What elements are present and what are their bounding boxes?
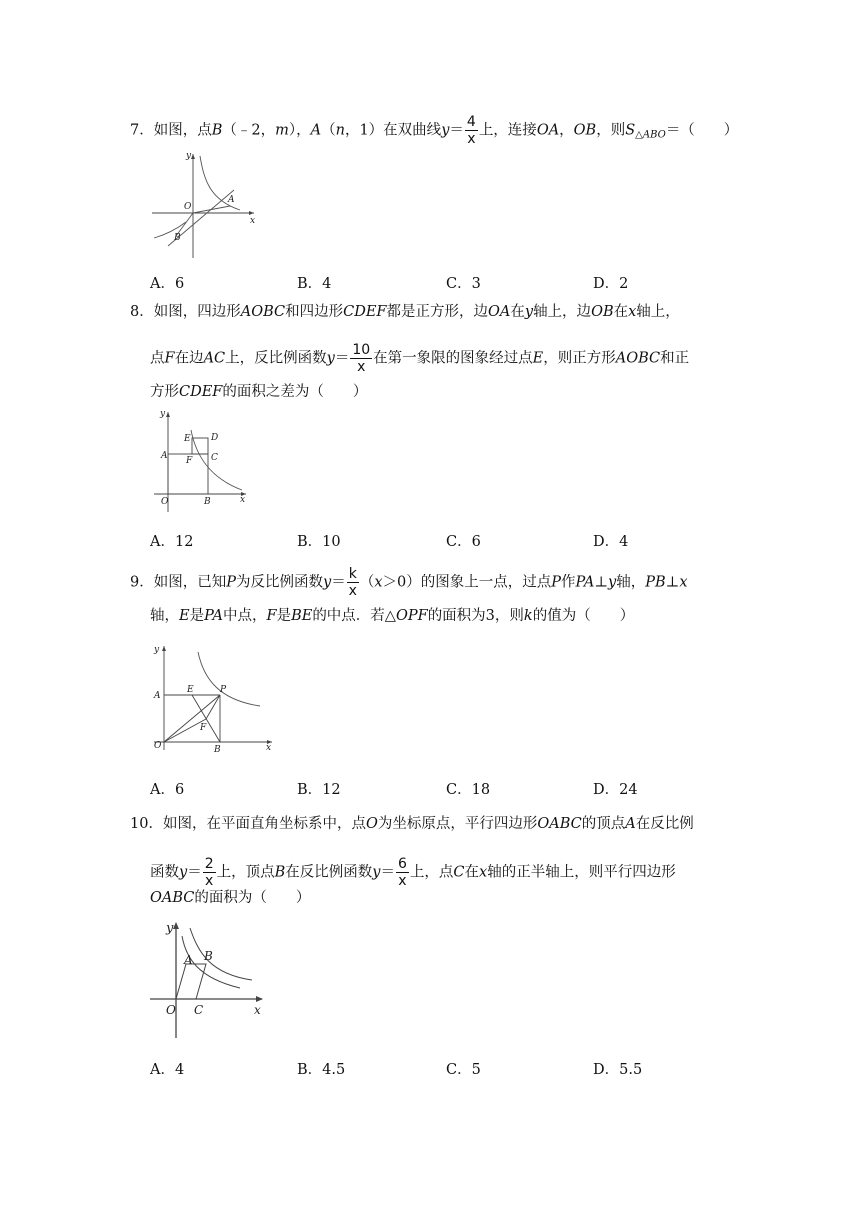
axis-label-y: y <box>154 645 160 655</box>
fraction-denominator: x <box>467 131 476 147</box>
axis-label-y: y <box>166 921 174 936</box>
stem-text: 在边 <box>174 350 204 367</box>
math-var: BE <box>291 608 313 624</box>
point-label-b: B <box>214 745 221 754</box>
stem-text: 在 <box>613 304 629 320</box>
math-var: B <box>274 864 286 881</box>
stem-text: 为反比例函数 <box>236 574 323 591</box>
math-var: OABC <box>537 816 582 832</box>
point-label-o: O <box>166 1003 176 1017</box>
option-d[interactable]: D．4 <box>593 534 629 550</box>
question-9-stem-line-1 <box>130 566 688 599</box>
stem-text: ，则正方形 <box>543 350 616 367</box>
math-var: y <box>323 574 332 591</box>
stem-text: 方形 <box>150 384 179 400</box>
math-var: AC <box>203 350 226 367</box>
option-a[interactable]: A．6 <box>150 276 185 292</box>
math-var: OPF <box>395 608 428 624</box>
math-var: OA <box>488 304 511 320</box>
fraction <box>465 114 478 147</box>
fraction-numerator: 10 <box>352 342 371 358</box>
math-var: x <box>628 304 637 320</box>
math-var: C <box>453 864 465 881</box>
question-8-stem-line-3 <box>150 382 367 402</box>
option-c[interactable]: C．3 <box>446 276 481 292</box>
equals-sign: ＝ <box>380 864 395 881</box>
axis-label-y: y <box>186 151 192 161</box>
math-var: P <box>226 574 236 591</box>
question-10-stem-line-3 <box>150 888 310 908</box>
stem-text: 中点， <box>223 608 267 624</box>
fraction-numerator: 6 <box>397 856 407 872</box>
math-var: E <box>532 350 544 367</box>
stem-text: 在 <box>510 304 525 320</box>
stem-text: 为坐标原点，平行四边形 <box>377 816 538 832</box>
axis-label-x: x <box>254 1003 261 1017</box>
question-8-stem-line-2 <box>150 342 689 375</box>
option-d[interactable]: D．5.5 <box>593 1062 643 1078</box>
stem-text: 轴上，边 <box>533 304 592 320</box>
axis-label-x: x <box>250 216 256 226</box>
option-b[interactable]: B．4.5 <box>297 1062 346 1078</box>
question-8-figure <box>148 408 252 518</box>
fraction <box>350 342 372 375</box>
math-var: OB <box>591 304 614 320</box>
equals-sign: ＝ <box>449 122 464 139</box>
equals-sign: ＝ <box>187 864 202 881</box>
stem-text: 上，点 <box>409 864 454 881</box>
fraction <box>347 566 359 599</box>
equals-sign: ＝ <box>334 350 350 367</box>
stem-text: 轴上， <box>636 304 680 320</box>
option-a[interactable]: A．4 <box>150 1062 185 1078</box>
math-var: PA <box>575 574 595 591</box>
point-label-o: O <box>154 741 162 751</box>
fraction-numerator: 2 <box>204 856 214 872</box>
point-label-b: B <box>204 949 213 963</box>
stem-text: 轴， <box>150 608 179 624</box>
fraction-denominator: x <box>348 583 357 599</box>
stem-text: 的面积为3，则 <box>427 608 524 624</box>
stem-text: ，1）在双曲线 <box>344 122 442 139</box>
stem-text: 如图，已知 <box>153 574 227 591</box>
stem-text: 的面积之差为（ ） <box>222 384 368 400</box>
stem-text: ⊥ <box>665 574 680 591</box>
math-var: A <box>310 122 322 139</box>
question-10-stem-line-1 <box>130 814 694 834</box>
stem-text: 的值为（ ） <box>532 608 635 624</box>
axis-label-x: x <box>266 743 272 753</box>
math-var: y <box>326 350 335 367</box>
point-label-f: F <box>200 723 207 733</box>
stem-text: 的面积为（ ） <box>194 890 311 906</box>
stem-text: 如图，点 <box>153 122 212 139</box>
point-label-c: C <box>211 453 218 463</box>
stem-text: （ <box>359 574 375 591</box>
stem-text: ）， <box>288 122 311 139</box>
question-10-figure <box>146 918 270 1042</box>
equals-sign: ＝ <box>331 574 346 591</box>
option-b[interactable]: B．12 <box>297 782 341 798</box>
math-var: x <box>679 574 688 591</box>
math-var: AOBC <box>615 350 661 367</box>
math-var: y <box>179 864 188 881</box>
point-label-a: A <box>184 953 193 967</box>
math-var: OA <box>536 122 560 139</box>
math-var: y <box>372 864 381 881</box>
math-var: F <box>164 350 175 367</box>
option-a[interactable]: A．12 <box>150 534 194 550</box>
math-var: k <box>523 608 533 624</box>
question-number: 7． <box>130 122 154 139</box>
option-c[interactable]: C．5 <box>446 1062 481 1078</box>
point-label-o: O <box>161 497 169 507</box>
point-label-c: C <box>194 1003 204 1017</box>
point-label-d: D <box>211 433 219 443</box>
question-7-stem <box>130 114 738 147</box>
math-var: n <box>335 122 345 139</box>
option-c[interactable]: C．6 <box>446 534 481 550</box>
stem-text: 在反比例函数 <box>285 864 373 881</box>
question-8-stem-line-1 <box>130 302 680 322</box>
point-label-a: A <box>161 451 168 461</box>
stem-text: ＞0）的图象上一点，过点 <box>382 574 552 591</box>
math-var: m <box>275 122 289 139</box>
fraction-numerator: k <box>348 566 357 582</box>
stem-text: 如图，在平面直角坐标系中，点 <box>162 816 366 832</box>
math-var: PA <box>204 608 223 624</box>
math-var: x <box>374 574 383 591</box>
math-var: F <box>266 608 277 624</box>
stem-text: （ <box>321 122 336 139</box>
option-b[interactable]: B．4 <box>297 276 332 292</box>
point-label-e: E <box>184 434 191 444</box>
stem-text: 是 <box>276 608 292 624</box>
stem-text: 如图，四边形 <box>153 304 241 320</box>
stem-text: ＝（ ） <box>665 122 739 139</box>
math-var: A <box>625 816 636 832</box>
math-var: y <box>441 122 450 139</box>
point-label-o: O <box>184 202 192 212</box>
fraction-denominator: x <box>357 359 366 375</box>
stem-text: 上，反比例函数 <box>225 350 327 367</box>
subscript: △ABO <box>635 129 666 141</box>
math-var: O <box>365 816 378 832</box>
point-label-b: B <box>174 233 181 243</box>
option-a[interactable]: A．6 <box>150 782 185 798</box>
math-var: B <box>211 122 223 139</box>
stem-text: 上，顶点 <box>216 864 275 881</box>
math-var: PB <box>645 574 666 591</box>
stem-text: ⊥ <box>594 574 609 591</box>
point-label-f: F <box>186 456 193 466</box>
point-label-p: P <box>220 685 227 695</box>
math-var: AOBC <box>240 304 286 320</box>
stem-text: 点 <box>150 350 165 367</box>
stem-text: 轴， <box>616 574 646 591</box>
stem-text: ，则 <box>596 122 626 139</box>
axis-label-x: x <box>240 495 246 505</box>
math-var: y <box>608 574 617 591</box>
stem-text: 都是正方形，边 <box>386 304 488 320</box>
math-var: S <box>625 122 636 139</box>
math-var: y <box>524 304 534 320</box>
option-b[interactable]: B．10 <box>297 534 341 550</box>
stem-text: 在 <box>464 864 480 881</box>
math-var: OABC <box>150 890 195 906</box>
axis-label-y: y <box>160 409 166 419</box>
stem-text: 和正 <box>660 350 690 367</box>
stem-text: 上，连接 <box>478 122 537 139</box>
stem-text: 在反比例 <box>635 816 694 832</box>
question-10-stem-line-2 <box>150 856 676 889</box>
question-7-figure <box>148 150 260 262</box>
point-label-e: E <box>187 685 194 695</box>
math-var: P <box>551 574 561 591</box>
question-number: 8． <box>130 304 154 320</box>
math-var: CDEF <box>343 304 387 320</box>
stem-text: 是 <box>189 608 205 624</box>
stem-text: 在第一象限的图象经过点 <box>373 350 533 367</box>
fraction-denominator: x <box>398 873 407 889</box>
option-d[interactable]: D．24 <box>593 782 638 798</box>
stem-text: ， <box>559 122 574 139</box>
question-9-figure <box>148 642 278 754</box>
point-label-b: B <box>204 497 211 507</box>
option-d[interactable]: D．2 <box>593 276 629 292</box>
stem-text: （﹣2， <box>222 122 276 139</box>
question-9-stem-line-2 <box>150 606 634 626</box>
stem-text: 函数 <box>150 864 179 881</box>
fraction-denominator: x <box>205 873 214 889</box>
question-number: 10． <box>130 816 163 832</box>
stem-text: 的顶点 <box>581 816 626 832</box>
math-var: x <box>479 864 488 881</box>
question-number: 9． <box>130 574 154 591</box>
fraction <box>203 856 216 889</box>
math-var: CDEF <box>179 384 223 400</box>
math-var: OB <box>573 122 597 139</box>
stem-text: 的中点．若△ <box>312 608 396 624</box>
option-c[interactable]: C．18 <box>446 782 491 798</box>
point-label-a: A <box>228 195 235 205</box>
fraction <box>396 856 409 889</box>
stem-text: 和四边形 <box>285 304 344 320</box>
point-label-a: A <box>154 691 161 701</box>
stem-text: 轴的正半轴上，则平行四边形 <box>487 864 676 881</box>
fraction-numerator: 4 <box>466 114 476 130</box>
stem-text: 作 <box>561 574 576 591</box>
math-var: E <box>179 608 190 624</box>
